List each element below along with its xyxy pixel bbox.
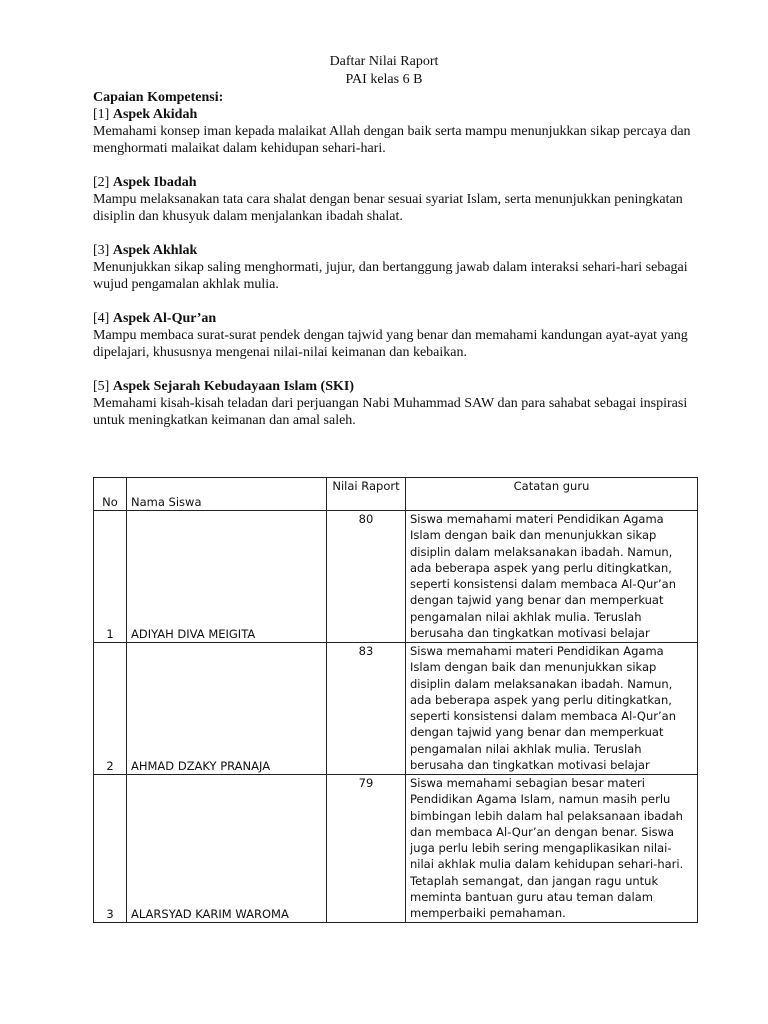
competency-heading: Capaian Kompetensi: bbox=[93, 90, 224, 105]
row-number: 1 bbox=[94, 511, 127, 643]
table-header-row bbox=[94, 478, 698, 511]
row-number: 2 bbox=[94, 643, 127, 775]
aspect-number: [2] bbox=[93, 175, 113, 190]
header-nama-siswa: Nama Siswa bbox=[127, 478, 327, 511]
report-grade: 80 bbox=[327, 511, 406, 643]
teacher-note: Siswa memahami sebagian besar materi Pendidikan Agama Islam, namun masih perlu bimbingan lebih dalam hal pelaksanaan ibadah dan membaca Al-Qur’an dengan benar. Siswa juga perlu lebih sering mengaplikasikan nilai-nilai akhlak mulia dalam kehidupan sehari-hari. Tetaplah semangat, dan jangan ragu untuk meminta bantuan guru atau teman dalam memperbaiki pemahaman. bbox=[406, 775, 698, 923]
student-name: ADIYAH DIVA MEIGITA bbox=[127, 511, 327, 643]
document-subtitle: PAI kelas 6 B bbox=[345, 72, 423, 87]
table-row bbox=[94, 643, 698, 775]
aspect-akidah bbox=[93, 106, 693, 157]
aspect-number: [4] bbox=[93, 311, 113, 326]
aspect-name: Aspek Akidah bbox=[112, 107, 198, 122]
aspect-description: Memahami konsep iman kepada malaikat Allah dengan baik serta mampu menunjukkan sikap percaya dan menghormati malaikat dalam kehidupan sehari-hari. bbox=[93, 124, 691, 156]
aspect-name: Aspek Al-Qur’an bbox=[112, 311, 217, 326]
competency-section bbox=[93, 89, 693, 429]
aspect-description: Memahami kisah-kisah teladan dari perjuangan Nabi Muhammad SAW dan para sahabat sebagai inspirasi untuk meningkatkan keimanan dan amal saleh. bbox=[93, 396, 688, 428]
aspect-ski bbox=[93, 378, 693, 429]
row-number: 3 bbox=[94, 775, 127, 923]
aspect-description: Mampu melaksanakan tata cara shalat dengan benar sesuai syariat Islam, serta menunjukkan peningkatan disiplin dan khusyuk dalam menjalankan ibadah shalat. bbox=[93, 192, 683, 224]
aspect-number: [1] bbox=[93, 107, 113, 122]
report-grade: 83 bbox=[327, 643, 406, 775]
header-nilai-raport: Nilai Raport bbox=[327, 478, 406, 511]
aspect-name: Aspek Ibadah bbox=[112, 175, 197, 190]
document-title: Daftar Nilai Raport bbox=[329, 54, 439, 69]
student-name: ALARSYAD KARIM WAROMA bbox=[127, 775, 327, 923]
header-catatan-guru: Catatan guru bbox=[406, 478, 698, 511]
aspect-ibadah bbox=[93, 174, 693, 225]
aspect-akhlak bbox=[93, 242, 693, 293]
aspect-description: Menunjukkan sikap saling menghormati, jujur, dan bertanggung jawab dalam interaksi sehari-hari sebagai wujud pengamalan akhlak mulia. bbox=[93, 260, 688, 292]
table-row bbox=[94, 775, 698, 923]
aspect-alquran bbox=[93, 310, 693, 361]
teacher-note: Siswa memahami materi Pendidikan Agama Islam dengan baik dan menunjukkan sikap disiplin dalam melaksanakan ibadah. Namun, ada beberapa aspek yang perlu ditingkatkan, seperti konsistensi dalam membaca Al-Qur’an dengan tajwid yang benar dan memperkuat pengamalan nilai akhlak mulia. Teruslah berusaha dan tingkatkan motivasi belajar bbox=[406, 511, 698, 643]
student-name: AHMAD DZAKY PRANAJA bbox=[127, 643, 327, 775]
aspect-name: Aspek Sejarah Kebudayaan Islam (SKI) bbox=[112, 379, 354, 394]
teacher-note: Siswa memahami materi Pendidikan Agama Islam dengan baik dan menunjukkan sikap disiplin dalam melaksanakan ibadah. Namun, ada beberapa aspek yang perlu ditingkatkan, seperti konsistensi dalam membaca Al-Qur’an dengan tajwid yang benar dan memperkuat pengamalan nilai akhlak mulia. Teruslah berusaha dan tingkatkan motivasi belajar bbox=[406, 643, 698, 775]
table-row bbox=[94, 511, 698, 643]
report-grade: 79 bbox=[327, 775, 406, 923]
aspect-number: [5] bbox=[93, 379, 113, 394]
aspect-description: Mampu membaca surat-surat pendek dengan tajwid yang benar dan memahami kandungan ayat-ayat yang dipelajari, khususnya mengenai nilai-nilai keimanan dan kebaikan. bbox=[93, 328, 688, 360]
aspect-name: Aspek Akhlak bbox=[112, 243, 198, 258]
header-no: No bbox=[94, 478, 127, 511]
aspect-number: [3] bbox=[93, 243, 113, 258]
grades-table bbox=[93, 477, 698, 923]
